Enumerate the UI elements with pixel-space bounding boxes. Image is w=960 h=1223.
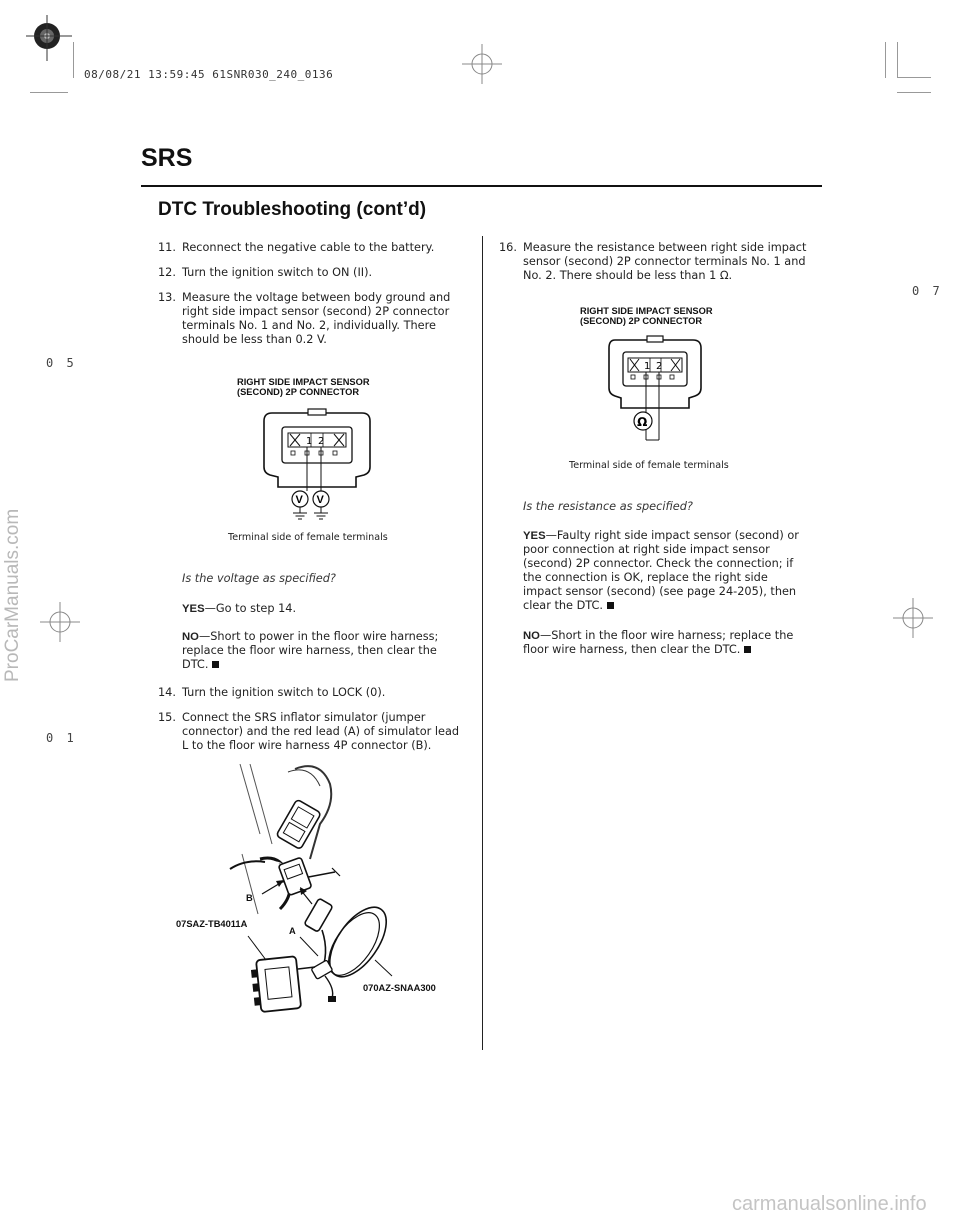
section-title: SRS: [141, 144, 193, 172]
voltage-yes: YES—Go to step 14.: [182, 602, 297, 615]
step-12: 12. Turn the ignition switch to ON (II).: [158, 266, 373, 279]
column-divider: [482, 236, 483, 1050]
part-number-simulator: 07SAZ-TB4011A: [176, 919, 248, 929]
header-rule: [141, 185, 822, 187]
part-number-lead: 070AZ-SNAA300: [363, 983, 436, 993]
voltmeter-symbol: V: [316, 494, 324, 506]
registration-target-icon: [26, 15, 72, 61]
step-16: 16. Measure the resistance between right side impact sensor (second) 2P connector terminals No. 1 and No. 2. There should be less than 1 Ω.: [499, 241, 807, 282]
connector-diagram-resistance: [603, 332, 713, 447]
resistance-no: NO—Short in the floor wire harness; replace the floor wire harness, then clear the DTC.: [523, 629, 794, 656]
left-steps-bottom: [158, 686, 468, 764]
figure-3-title: RIGHT SIDE IMPACT SENSOR (SECOND) 2P CONNECTOR: [580, 306, 713, 326]
step-15: 15. Connect the SRS inflator simulator (jumper connector) and the red lead (A) of simulator lead L to the floor wire harness 4P connector (B).: [158, 711, 460, 752]
side-watermark: ProCarManuals.com: [2, 508, 23, 682]
voltage-question: Is the voltage as specified?: [182, 572, 336, 585]
step-14: 14. Turn the ignition switch to LOCK (0).: [158, 686, 386, 699]
right-steps: [499, 241, 809, 294]
end-square-icon: [607, 602, 614, 609]
left-steps-top: [158, 241, 468, 358]
crosshair-icon: [40, 602, 80, 642]
figure-3-caption: Terminal side of female terminals: [569, 460, 729, 471]
resistance-question: Is the resistance as specified?: [523, 500, 693, 513]
resistance-yes: YES—Faulty right side impact sensor (second) or poor connection at right side impact sensor (second) 2P connector. Check the connection; if the connection is OK, replace the right side impact sensor (second) (see page 24-205), then clear the DTC.: [523, 529, 799, 612]
pin-1-label: 1: [306, 436, 313, 447]
voltage-no: NO—Short to power in the floor wire harness; replace the floor wire harness, then clear the DTC.: [182, 630, 439, 671]
crosshair-icon: [893, 598, 933, 638]
label-b: B: [246, 893, 253, 903]
pin-1-label: 1: [644, 361, 651, 372]
voltmeter-symbol: V: [295, 494, 303, 506]
step-13: 13. Measure the voltage between body ground and right side impact sensor (second) 2P connector terminals No. 1 and No. 2, individually. There should be less than 0.2 V.: [158, 291, 451, 346]
margin-number: 0 7: [912, 284, 943, 298]
figure-1-caption: Terminal side of female terminals: [228, 532, 388, 543]
pin-2-label: 2: [318, 436, 325, 447]
label-a: A: [289, 926, 296, 936]
end-square-icon: [212, 661, 219, 668]
end-square-icon: [744, 646, 751, 653]
bottom-watermark: carmanualsonline.info: [732, 1193, 927, 1215]
figure-1-title: RIGHT SIDE IMPACT SENSOR (SECOND) 2P CONNECTOR: [237, 377, 370, 397]
page-title: DTC Troubleshooting (cont’d): [158, 199, 427, 220]
connector-diagram-voltage: [260, 405, 380, 525]
ohmmeter-symbol: Ω: [637, 415, 648, 429]
simulator-connection-illustration: [170, 764, 460, 1014]
margin-number: 0 5: [46, 356, 77, 370]
margin-number: 0 1: [46, 731, 77, 745]
step-11: 11. Reconnect the negative cable to the battery.: [158, 241, 435, 254]
pin-2-label: 2: [656, 361, 663, 372]
print-stamp: 08/08/21 13:59:45 61SNR030_240_0136: [84, 68, 334, 81]
crosshair-icon: [462, 44, 502, 84]
